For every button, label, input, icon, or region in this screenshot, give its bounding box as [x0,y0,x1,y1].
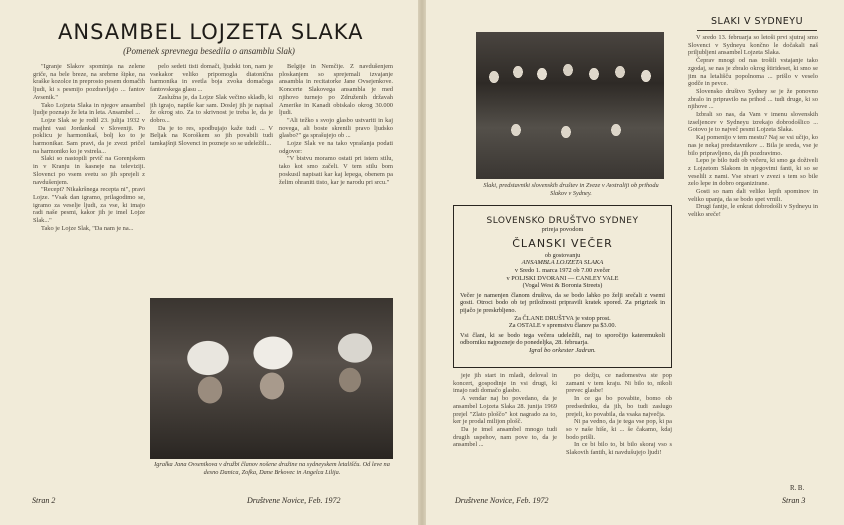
notice-others: Za OSTALE v spremstvu članov pa $3.00. [508,322,617,330]
paragraph: Da je imel ansambel mnogo tudi drugih uspehov, nam pove to, da je ansambel ... [453,425,557,449]
paragraph: "V bistvu moramo ostati pri istem stilu, tako kot smo začeli. V tem stilu bom poskusil napisati kar kaj lepega, obenem pa želim ohraniti tisto, kar je narodu pri srcu." [279,155,393,186]
paragraph: jeje jih start in mladi, deloval in koncert, gospodinje in vsi drugi, ki imajo radi domačo glasbo. [453,372,557,395]
left-column-3 [279,63,393,295]
paragraph: Gosti so nam dali veliko lepih spominov in veliko upanja, da se bodo spet vrnili. [688,188,818,203]
paragraph: "Recept? Nikakršnega recepta ni", pravi Lojze. "Vsak dan igramo, prilagodimo se, igramo za veselje ljudi, za vse, ki imajo radi naše pesmi, kakor jih je imel Lojze Slak..." [33,186,145,225]
notice-headline: ČLANSKI VEČER [512,236,613,250]
paragraph: Slovensko društvo Sydney se je že ponovno zbralo in pripravilo na prihod ... tudi druge, ki so njihove ... [688,87,818,111]
notice-intro: prireja povodom [541,226,584,233]
page-number: Stran 3 [782,496,806,505]
paragraph: Slaki so nastopili prvič na Gorenjskem in v Kranju in kasneje na televiziji. Slovenci po vsem svetu so jih sprejeli z navdušenjem. [33,155,145,186]
paragraph: Tako Lojzeta Slaka in njegov ansambel ljudje poznajo že leta in leta. Ansambel ... [33,101,145,117]
side-article-headline: SLAKI V SYDNEYU [710,16,804,27]
paragraph: Izbrali so nas, da Vam v imenu slovenskih izseljencev v Sydneyu izrekajo dobrodošlico ... Gotovo je to največ pesmi Lojzeta Slaka. [688,111,818,134]
photo-caption: Igralka Jana Ovsenikova v družbi članov nošene družine na sydneyskem letališču. Od leve na desno Danica, Zofka, Dane Brkovec in Angelca Lilija. [154,461,390,476]
notice-members: Za ČLANE DRUŠTVA je vstop prost. [514,314,611,322]
headline-divider [697,30,817,31]
author-signature: R. B. [790,485,805,492]
magazine-issue: Društvene Novice, Feb. 1972 [455,496,549,505]
paragraph: A vendar naj bo povedano, da je ansambel Lojzeta Slaka 28. junija 1969 prejel "Zlato ploščo" kot nagrado za to, ker je prodal milijon plošč. [453,395,557,426]
notice-closing: Vsi člani, ki se bodo tega večera udeležili, naj to sporočijo kateremukoli odborniku najpozneje do ponedeljka, 28. februarja. [460,331,665,347]
magazine-issue: Društvene Novice, Feb. 1972 [247,496,341,505]
photo-caption: Slaki, predstavniki slovenskih društev in Zveze v Avstraliji ob prihodu Slakov v Sydney. [483,182,659,197]
paragraph: Belgije in Nemčije. Z navdušenjem ploskanjem so sprejemali izvajanje ansambla in recitatorke Jane Ovsejenkove. Koncerte Slakovega ansambla je med njihovo turnejo po Združenih državah Amerike in Kanadi obiskalo okrog 30.000 ljudi. [279,63,393,117]
paragraph: Zaslužna je, da Lojze Slak večino skladb, ki jih igrajo, napiše kar sam. Doslej jih je napisal že okrog sto. Za to skrivnost je treba le, da je dobro... [150,93,273,124]
notice-guest-line: ob gostovanju [544,251,581,259]
society-group-photo [476,32,664,179]
article-subtitle: (Pomenek sprevnega besedila o ansamblu Slak) [123,46,295,56]
notice-ensemble: ANSAMBLA LOJZETA SLAKA [521,259,604,267]
event-notice-box [453,205,672,368]
right-column-3 [688,34,818,482]
left-column-2 [150,63,273,295]
paragraph: Drugi fantje, le enkrat dobrodošli v Sydneyu in veliko sreče! [688,203,818,219]
paragraph: Tako je Lojze Slak, "Da nam je na... [41,224,134,232]
paragraph: Da je to res, spodbujajo kaže tudi ... V Beljak na Koroškem so jih povabili tudi tamkajšnji Slovenci in pozneje so se udeležili... [150,124,273,148]
paragraph: In ce ga bo povabite, bomo ob predsedniku, da jih, bo tudi zaslugo prejeli, ko povabila, da vsaka največja. [566,395,672,418]
paragraph: V sredo 13. februarja so letoši prvi sjutraj smo Slovenci v Sydneyu končno le dočakali naš priljubljeni ansambel Lojzeta Slaka. [688,34,818,57]
paragraph: "Igranje Slakov spominja na zelene griče, na bele breze, na srebrne šipke, na kraške kozolce in preprosto pesem domačih ljudi, ki s pesmijo pozdravljajo ... fantov Avsenik." [33,63,145,101]
notice-music: Igral bo orkester Jadran. [529,346,596,354]
left-column-1 [33,63,145,483]
paragraph: In ce bi bilo to, bi bilo skoraj vso s Slakovih fantih, ki navdušujejo ljudi! [566,441,672,457]
paragraph: Lojze Slak ve na tako vprašanja podati odgovor: [279,140,393,155]
article-headline: ANSAMBEL LOJZETA SLAKA [58,20,364,44]
notice-address: (Vogal West & Boronia Streets) [522,282,603,290]
paragraph: Kaj pomenijo v tem mestu? Naj se vsi učijo, ko nas je nekaj predstavnikov ... Bila je sreda, vse je bilo pripravljeno, da jih pozdravimo. [688,134,818,157]
airport-group-photo [150,298,393,459]
paragraph: pelo sedeti tisti domači, ljudski ton, nam je vsekakor veliko pripomogla diatonična harmonika in svetla boja zvoka domačega fantovskega glasu ... [150,63,273,94]
right-column-2 [566,372,672,489]
page-number: Stran 2 [32,496,56,505]
notice-title: SLOVENSKO DRUŠTVO SYDNEY [486,216,639,226]
paragraph: po dežju, ce nadomestva ste pop zamani v tem kraju. Ni bilo to, nikoli prevec glasbe! [566,372,672,395]
paragraph: "Ali težko s svojo glasbo ustvariti in kaj novega, ali boste skrenili pravo ljudsko glasbo?" ga sprašujejo ob ... [279,116,393,140]
notice-venue: v POLJSKI DVORANI — CANLEY VALE [506,274,619,282]
page-gutter [418,0,426,525]
notice-body: Večer je namenjen članom društva, da se bodo lahko po želji srečali z vsemi gosti. Otroci bodo ob tej priložnosti pripravili kratek spored. Za prigrizek in pijačo je preskrbljeno. [460,291,665,314]
paragraph: Lepo je bilo tudi ob večeru, ki smo ga doživeli z Lojzetom Slakom in njegovimi fanti, ki so se veselili z nami. Vse stvari v zvezi s tem so bile zelo lepe in dobro organizirane. [688,157,818,188]
notice-date: v Sredo 1. marca 1972 ob 7.00 zvečer [514,266,611,274]
paragraph: Čeprav mnogi od nas trošili vstajanje tako zgodaj, se nas je zbralo okrog štirideset, ki smo se jim na letališču popolnoma ... prišlo v veselo godče in pevce. [688,57,818,88]
paragraph: Ni pa vedno, da je tega vse pop, ki pa so v naše hiše, ki ... še čakamo, kdaj bodo prišli. [566,418,672,441]
paragraph: Lojze Slak se je rodil 23. julija 1932 v majhni vasi Jordankal v Sloveniji. Po poklicu je harmonikaš, bolj ko to je harmonikar. Sam pravi, da je zvezi pričel na harmoniko ko je vstrela... [33,116,145,155]
right-column-1 [453,372,557,489]
